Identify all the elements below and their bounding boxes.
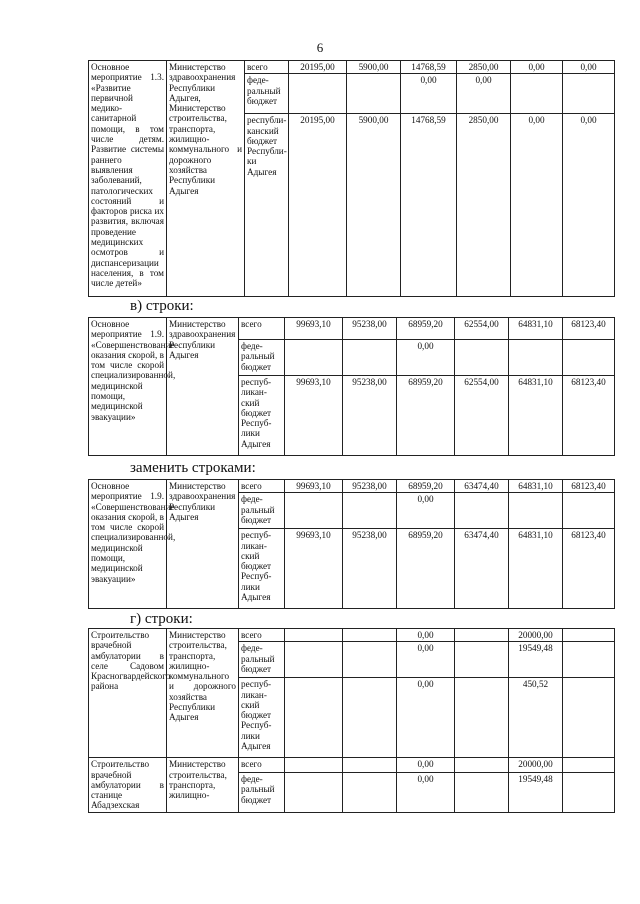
value-cell: 68123,40 [563,529,615,609]
section-heading-g: г) строки: [130,611,193,627]
fin-republic-label: республи- канский бюджет Республи- ки Адыгея [245,114,289,297]
value-cell: 0,00 [511,114,563,297]
value-cell: 0,00 [397,678,455,758]
value-cell: 68123,40 [563,480,615,493]
fin-total-label: всего [239,758,285,773]
value-cell: 95238,00 [343,480,397,493]
measure-cell: Строительство врачебной амбулатории в селе Садовом Красногвардейского района [89,629,167,758]
value-cell [343,642,397,678]
value-cell: 0,00 [397,629,455,642]
page-number: 6 [316,40,324,55]
value-cell: 0,00 [401,74,457,114]
value-cell: 68959,20 [397,480,455,493]
value-cell: 95238,00 [343,376,397,456]
value-cell [343,772,397,812]
value-cell [347,74,401,114]
value-cell: 95238,00 [343,318,397,340]
value-cell: 95238,00 [343,529,397,609]
fin-republic-label: респуб- ликан- ский бюджет Респуб- лики Адыгея [239,529,285,609]
value-cell [563,758,615,773]
value-cell [455,678,509,758]
value-cell [455,642,509,678]
value-cell: 0,00 [397,340,455,376]
value-cell: 64831,10 [509,480,563,493]
value-cell [563,678,615,758]
value-cell [343,340,397,376]
value-cell [563,642,615,678]
value-cell: 20195,00 [289,114,347,297]
value-cell: 68959,20 [397,376,455,456]
value-cell: 64831,10 [509,529,563,609]
value-cell [343,629,397,642]
value-cell: 20000,00 [509,758,563,773]
measure-cell: Основное мероприятие 1.9. «Совершенствование оказания скорой, в том числе скорой специализированной, медицинской помощи, медицинской эвакуации» [89,318,167,456]
value-cell: 62554,00 [455,318,509,340]
value-cell: 0,00 [397,642,455,678]
value-cell: 0,00 [511,61,563,74]
value-cell: 5900,00 [347,61,401,74]
table-measure-1-9-old [88,317,615,456]
fin-total-label: всего [239,629,285,642]
value-cell: 68123,40 [563,318,615,340]
executor-cell: Министерство здравоохранения Республики Адыгея [167,318,239,456]
value-cell: 63474,40 [455,480,509,493]
measure-cell: Основное мероприятие 1.9. «Совершенствование оказания скорой, в том числе скорой специализированной, медицинской помощи, медицинской эвакуации» [89,480,167,609]
fin-federal-label: феде- ральный бюджет [245,74,289,114]
measure-cell: Основное мероприятие 1.3. «Развитие первичной медико-санитарной помощи, в том числе детям. Развитие системы раннего выявления заболеваний, патологических состояний и факторов риска их развития, включая проведение медицинских осмотров и диспансеризации населения, в том числе детей» [89,61,167,297]
value-cell: 68959,20 [397,318,455,340]
fin-republic-label: респуб- ликан- ский бюджет Респуб- лики Адыгея [239,678,285,758]
value-cell: 0,00 [563,61,615,74]
value-cell [563,340,615,376]
fin-total-label: всего [239,318,285,340]
value-cell: 99693,10 [285,480,343,493]
executor-cell: Министерство строительства, транспорта, жилищно- [167,758,239,812]
table-construction [88,628,615,813]
value-cell [285,629,343,642]
value-cell [455,340,509,376]
value-cell [343,758,397,773]
value-cell [285,772,343,812]
value-cell [455,629,509,642]
fin-republic-label: респуб- ликан- ский бюджет Респуб- лики Адыгея [239,376,285,456]
value-cell [511,74,563,114]
value-cell: 19549,48 [509,772,563,812]
fin-federal-label: феде- ральный бюджет [239,493,285,529]
table-measure-1-3 [88,60,615,297]
executor-cell: Министерство здравоохранения Республики Адыгея, Министерство строительства, транспорта, жилищно-коммунального и дорожного хозяйства Республики Адыгея [167,61,245,297]
value-cell [509,340,563,376]
value-cell: 0,00 [457,74,511,114]
fin-total-label: всего [239,480,285,493]
value-cell [285,642,343,678]
value-cell: 63474,40 [455,529,509,609]
value-cell: 99693,10 [285,376,343,456]
value-cell [563,629,615,642]
value-cell [563,74,615,114]
value-cell: 20000,00 [509,629,563,642]
value-cell [509,493,563,529]
fin-total-label: всего [245,61,289,74]
value-cell [285,758,343,773]
fin-federal-label: феде- ральный бюджет [239,340,285,376]
value-cell: 19549,48 [509,642,563,678]
value-cell: 2850,00 [457,114,511,297]
value-cell [455,772,509,812]
value-cell: 62554,00 [455,376,509,456]
value-cell: 0,00 [397,493,455,529]
value-cell: 14768,59 [401,114,457,297]
executor-cell: Министерство строительства, транспорта, жилищно-коммунального и дорожного хозяйства Республики Адыгея [167,629,239,758]
fin-federal-label: феде- ральный бюджет [239,772,285,812]
value-cell: 0,00 [397,758,455,773]
value-cell [563,493,615,529]
value-cell: 64831,10 [509,318,563,340]
value-cell: 0,00 [397,772,455,812]
value-cell [285,340,343,376]
value-cell: 64831,10 [509,376,563,456]
value-cell: 0,00 [563,114,615,297]
value-cell [285,493,343,529]
value-cell: 99693,10 [285,318,343,340]
value-cell: 20195,00 [289,61,347,74]
value-cell: 99693,10 [285,529,343,609]
value-cell: 68123,40 [563,376,615,456]
table-measure-1-9-new [88,479,615,609]
value-cell [285,678,343,758]
value-cell [563,772,615,812]
value-cell [343,493,397,529]
value-cell: 450,52 [509,678,563,758]
value-cell [343,678,397,758]
value-cell [289,74,347,114]
value-cell: 5900,00 [347,114,401,297]
value-cell: 68959,20 [397,529,455,609]
value-cell [455,493,509,529]
value-cell [455,758,509,773]
value-cell: 2850,00 [457,61,511,74]
section-heading-replace: заменить строками: [130,460,256,476]
fin-federal-label: феде- ральный бюджет [239,642,285,678]
value-cell: 14768,59 [401,61,457,74]
section-heading-v: в) строки: [130,298,194,314]
measure-cell: Строительство врачебной амбулатории в станице Абадзехская [89,758,167,812]
executor-cell: Министерство здравоохранения Республики Адыгея [167,480,239,609]
